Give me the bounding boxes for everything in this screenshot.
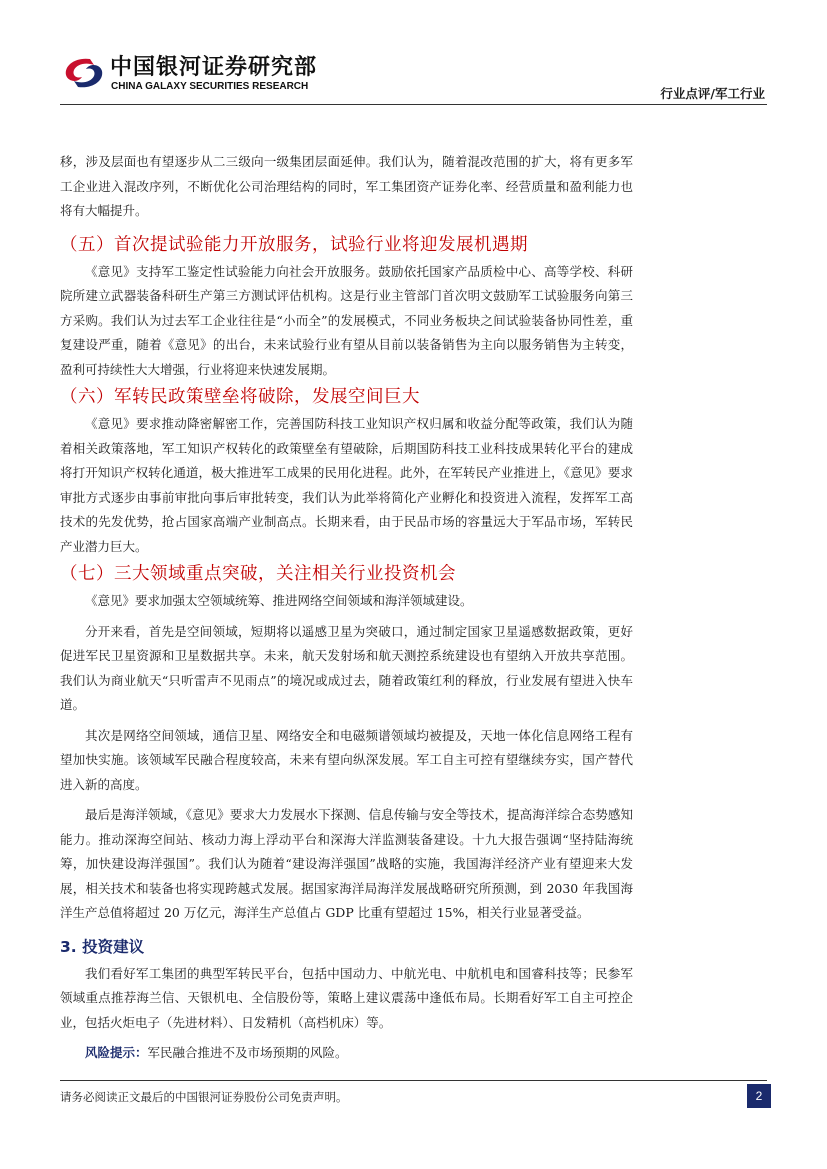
- paragraph-section-7d: 最后是海洋领域，《意见》要求大力发展水下探测、信息传输与安全等技术，提高海洋综合态势感知能力。推动深海空间站、核动力海上浮动平台和深海大洋监测装备建设。十九大报告强调“坚持陆海统筹，加快建设海洋强国”。我们认为随着“建设海洋强国”战略的实施，我国海洋经济产业有望迎来大发展，相关技术和装备也将实现跨越式发展。据国家海洋局海洋发展战略研究所预测，到 2030 年我国海洋生产总值将超过 20 万亿元，海洋生产总值占 GDP 比重有望超过 15%，相关行业显著受益。: [60, 807, 633, 920]
- galaxy-swirl-logo-icon: [60, 55, 108, 91]
- brand-name-cn: 中国银河证券研究部: [110, 55, 318, 80]
- risk-warning-label: 风险提示：: [85, 1045, 148, 1060]
- report-category-tag: 行业点评/军工行业: [660, 86, 765, 101]
- paragraph-continued: 移，涉及层面也有望逐步从二三级向一级集团层面延伸。我们认为，随着混改范围的扩大，将有更多军工企业进入混改序列，不断优化公司治理结构的同时，军工集团资产证券化率、经营质量和盈利能力也将有大幅提升。: [60, 154, 633, 218]
- section-heading-6: （六）军转民政策壁垒将破除，发展空间巨大: [60, 387, 420, 407]
- risk-warning: [60, 1041, 633, 1066]
- paragraph-investment-advice: 我们看好军工集团的典型军转民平台，包括中国动力、中航光电、中航机电和国睿科技等；民参军领域重点推荐海兰信、天银机电、全信股份等，策略上建议震荡中逢低布局。长期看好军工自主可控企业，包括火炬电子（先进材料）、日发精机（高档机床）等。: [60, 965, 633, 1030]
- paragraph-section-5: 《意见》支持军工鉴定性试验能力向社会开放服务。鼓励依托国家产品质检中心、高等学校、科研院所建立武器装备科研生产第三方测试评估机构。这是行业主管部门首次明文鼓励军工试验服务向第三方采购。我们认为过去军工企业往往是“小而全”的发展模式，不同业务板块之间试验装备协同性差，重复建设严重，随着《意见》的出台，未来试验行业有望从目前以装备销售为主向以服务销售为主转变，盈利可持续性大大增强，行业将迎来快速发展期。: [60, 263, 633, 377]
- brand-name-en: CHINA GALAXY SECURITIES RESEARCH: [111, 81, 309, 92]
- section-heading-7: （七）三大领域重点突破，关注相关行业投资机会: [60, 564, 456, 584]
- footer-divider: [60, 1080, 767, 1081]
- page-number-badge: 2: [747, 1084, 771, 1108]
- footer-disclaimer: 请务必阅读正文最后的中国银河证券股份公司免责声明。: [60, 1090, 348, 1104]
- paragraph-section-6: 《意见》要求推动降密解密工作，完善国防科技工业知识产权归属和收益分配等政策，我们认为随着相关政策落地，军工知识产权转化的政策壁垒有望破除，后期国防科技工业科技成果转化平台的建成将打开知识产权转化通道，极大推进军工成果的民用化进程。此外，在军转民产业推进上，《意见》要求审批方式逐步由事前审批向事后审批转变，我们认为此举将简化产业孵化和投资进入流程，发挥军工高技术的先发优势，抢占国家高端产业制高点。长期来看，由于民品市场的容量远大于军品市场，军转民产业潜力巨大。: [60, 416, 633, 554]
- section-heading-5: （五）首次提试验能力开放服务，试验行业将迎发展机遇期: [60, 234, 528, 255]
- paragraph-section-7b: 分开来看，首先是空间领域，短期将以遥感卫星为突破口，通过制定国家卫星遥感数据政策，更好促进军民卫星资源和卫星数据共享。未来，航天发射场和航天测控系统建设也有望纳入开放共享范围。我们认为商业航天“只听雷声不见雨点”的境况或成过去，随着政策红利的释放，行业发展有望进入快车道。: [60, 623, 633, 712]
- header-divider: [60, 104, 767, 105]
- risk-warning-text: 军民融合推进不及市场预期的风险。: [147, 1045, 348, 1060]
- report-body: [60, 150, 633, 1066]
- paragraph-section-7c: 其次是网络空间领域，通信卫星、网络安全和电磁频谱领域均被提及，天地一体化信息网络工程有望加快实施。该领域军民融合程度较高，未来有望向纵深发展。军工自主可控有望继续夯实，国产替代进入新的高度。: [60, 727, 633, 792]
- paragraph-section-7a: 《意见》要求加强太空领域统筹、推进网络空间领域和海洋领域建设。: [85, 593, 473, 608]
- section-heading-investment: 3. 投资建议: [60, 937, 145, 956]
